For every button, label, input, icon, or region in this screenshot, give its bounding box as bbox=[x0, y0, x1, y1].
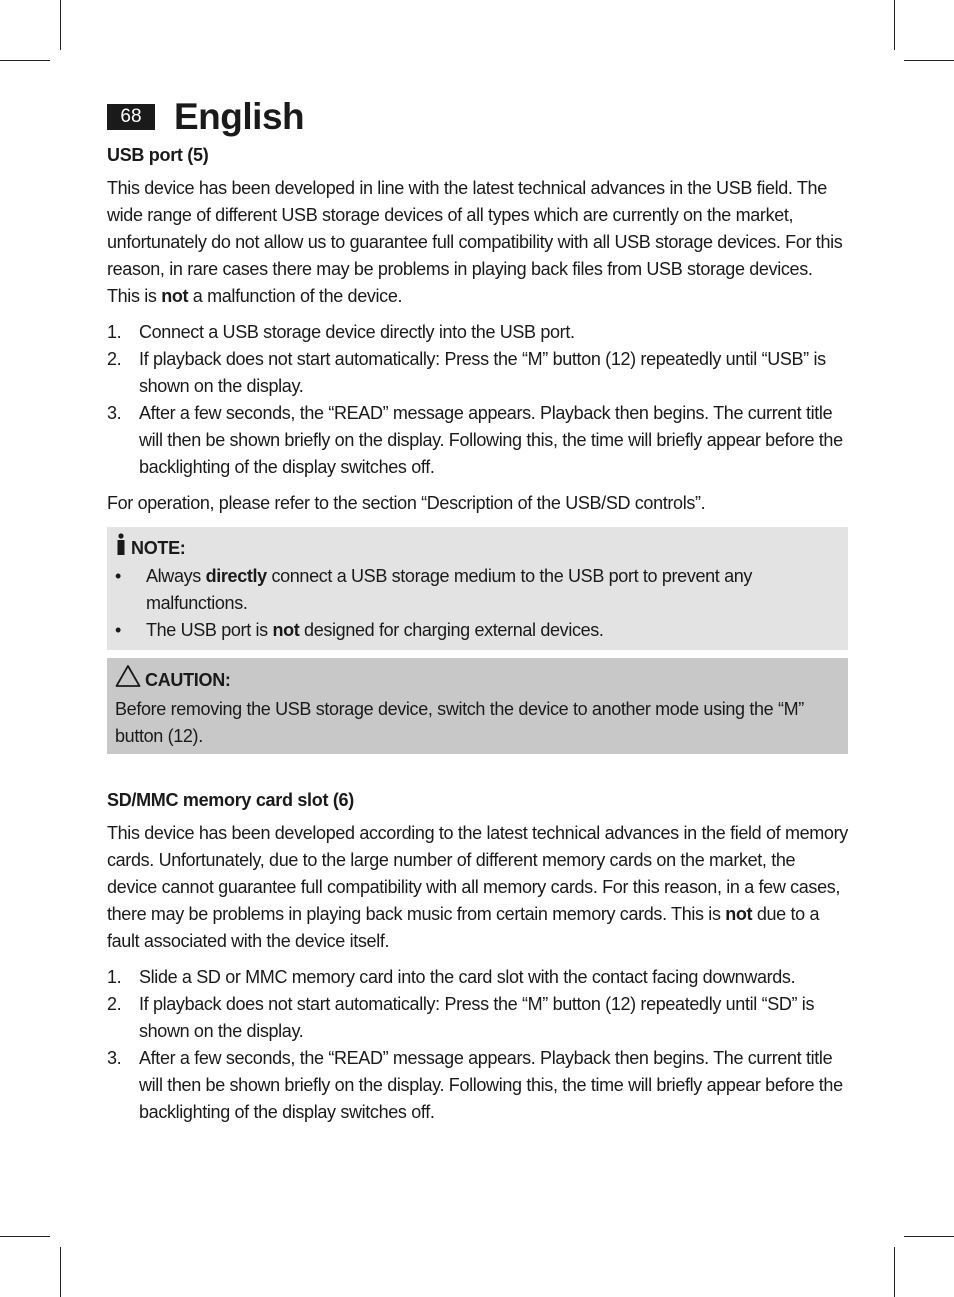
caution-heading bbox=[115, 664, 840, 696]
sd-intro: This device has been developed according to the latest technical advances in the field of memory cards. Unfortunately, due to the large number of different memory cards on the market, the device cannot guarantee full compatibility with all memory cards. For this reason, in a few cases, there may be problems in playing back music from certain memory cards. This is not due to a fault associated with the device itself. bbox=[107, 823, 848, 951]
caution-label: CAUTION: bbox=[145, 670, 231, 690]
page-number: 68 bbox=[107, 104, 155, 130]
sd-steps bbox=[107, 964, 848, 1126]
list-item: • The USB port is not designed for charging external devices. bbox=[115, 620, 604, 640]
info-icon bbox=[115, 533, 127, 563]
crop-mark bbox=[904, 60, 954, 61]
note-box bbox=[107, 527, 848, 650]
crop-mark bbox=[0, 60, 50, 61]
caution-box bbox=[107, 658, 848, 754]
usb-intro: This device has been developed in line with the latest technical advances in the USB field. The wide range of different USB storage devices of all types which are currently on the market, unfortunately do not allow us to guarantee full compatibility with all USB storage devices. For this reason, in rare cases there may be problems in playing back files from USB storage devices. This is not a malfunction of the device. bbox=[107, 178, 843, 306]
warning-triangle-icon bbox=[115, 664, 141, 696]
note-heading bbox=[115, 533, 840, 563]
language-title: English bbox=[174, 96, 305, 137]
crop-mark bbox=[904, 1236, 954, 1237]
sd-section bbox=[107, 790, 848, 1126]
crop-mark bbox=[894, 1247, 895, 1297]
list-item: 3. After a few seconds, the “READ” message appears. Playback then begins. The current title will then be shown briefly on the display. Following this, the time will briefly appear before the backlighting of the display switches off. bbox=[107, 403, 843, 477]
crop-mark bbox=[894, 0, 895, 50]
list-item: 1. Slide a SD or MMC memory card into the card slot with the contact facing downwards. bbox=[107, 967, 796, 987]
section-title: SD/MMC memory card slot (6) bbox=[107, 790, 354, 810]
list-item: 3. After a few seconds, the “READ” message appears. Playback then begins. The current title will then be shown briefly on the display. Following this, the time will briefly appear before the backlighting of the display switches off. bbox=[107, 1048, 843, 1122]
caution-text: Before removing the USB storage device, switch the device to another mode using the “M” button (12). bbox=[115, 699, 804, 746]
note-label: NOTE: bbox=[131, 538, 186, 558]
note-list bbox=[115, 563, 840, 644]
list-item: • Always directly connect a USB storage medium to the USB port to prevent any malfunctions. bbox=[115, 566, 753, 613]
usb-section bbox=[107, 145, 848, 517]
list-item: 2. If playback does not start automatically: Press the “M” button (12) repeatedly until “SD” is shown on the display. bbox=[107, 994, 815, 1041]
usb-steps bbox=[107, 319, 848, 481]
page-content bbox=[107, 145, 848, 1126]
list-item: 1. Connect a USB storage device directly into the USB port. bbox=[107, 322, 575, 342]
crop-mark bbox=[60, 0, 61, 50]
section-title: USB port (5) bbox=[107, 145, 209, 165]
crop-mark bbox=[60, 1247, 61, 1297]
crop-mark bbox=[0, 1236, 50, 1237]
list-item: 2. If playback does not start automatically: Press the “M” button (12) repeatedly until “USB” is shown on the display. bbox=[107, 349, 826, 396]
usb-reference: For operation, please refer to the section “Description of the USB/SD controls”. bbox=[107, 493, 706, 513]
